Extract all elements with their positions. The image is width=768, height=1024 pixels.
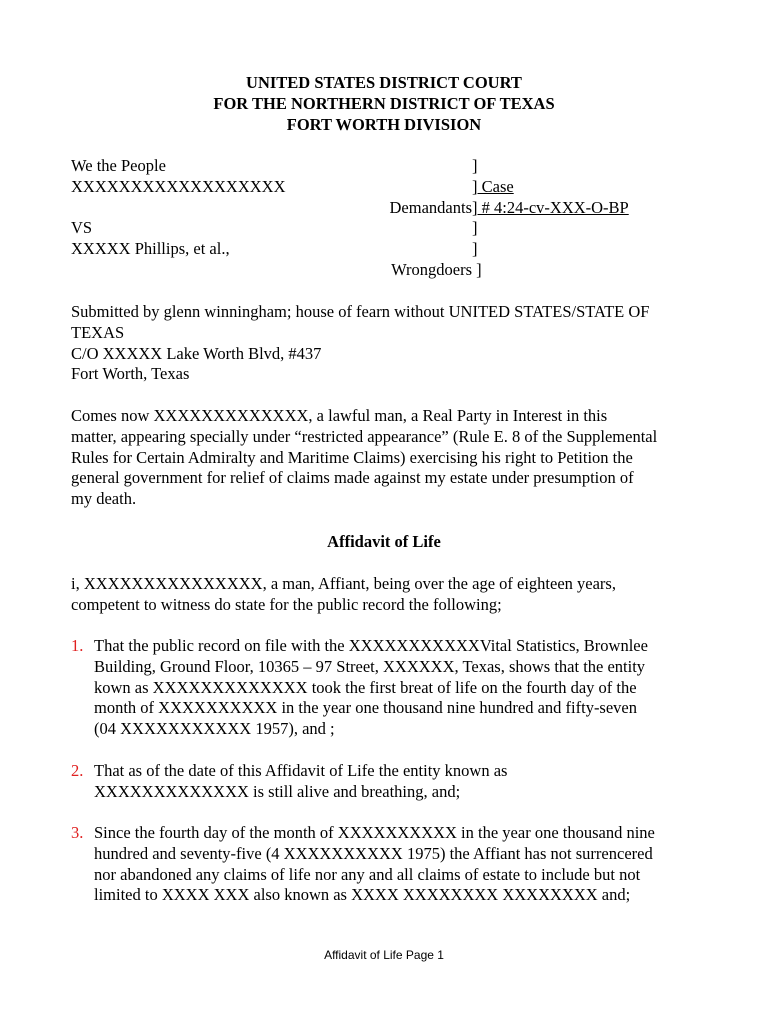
party-demandant-label: We the People — [71, 156, 166, 175]
bracket: ] — [472, 197, 478, 217]
item-line: (04 XXXXXXXXXXX 1957), and ; — [94, 719, 335, 739]
address-line: C/O XXXXX Lake Worth Blvd, #437 — [71, 343, 322, 363]
case-number: # 4:24-cv-XXX-O-BP — [477, 197, 629, 217]
party-demandant-name: XXXXXXXXXXXXXXXXXX — [71, 176, 286, 196]
item-line: Building, Ground Floor, 10365 – 97 Street, XXXXXX, Texas, shows that the entity — [94, 656, 646, 676]
intro-line: Comes now XXXXXXXXXXXXX, a lawful man, a Real Party in Interest in this — [71, 406, 608, 425]
item-line: hundred and seventy-five (4 XXXXXXXXXX 1975) the Affiant has not surrencered — [94, 843, 653, 863]
bracket: ] — [472, 239, 478, 259]
case-caption — [71, 156, 691, 286]
item-line: Since the fourth day of the month of XXXXXXXXXX in the year one thousand nine — [94, 823, 655, 842]
affiant-line: i, XXXXXXXXXXXXXXX, a man, Affiant, being over the age of eighteen years, — [71, 574, 616, 593]
intro-line: Rules for Certain Admiralty and Maritime Claims) exercising his right to Petition the — [71, 447, 633, 467]
bracket: ] — [476, 259, 482, 279]
case-label: Case — [477, 176, 514, 196]
court-name: UNITED STATES DISTRICT COURT — [246, 73, 522, 92]
bracket: ] — [472, 218, 478, 238]
page-footer: Affidavit of Life Page 1 — [324, 948, 444, 962]
caption-roles — [71, 156, 472, 281]
item-number: 3. — [71, 823, 84, 842]
submitted-by-block — [71, 302, 701, 385]
item-number: 1. — [71, 636, 84, 655]
affidavit-title: Affidavit of Life — [327, 532, 441, 551]
wrongdoers-label: Wrongdoers — [391, 259, 472, 279]
submitted-line: TEXAS — [71, 322, 125, 342]
bracket: ] — [472, 156, 478, 175]
submitted-line: Submitted by glenn winningham; house of fearn without UNITED STATES/STATE OF — [71, 302, 650, 321]
caption-brackets — [472, 156, 712, 281]
court-district: FOR THE NORTHERN DISTRICT OF TEXAS — [213, 93, 555, 113]
party-wrongdoer-name: XXXXX Phillips, et al., — [71, 239, 230, 259]
court-heading — [0, 73, 768, 135]
intro-paragraph — [71, 406, 701, 510]
city-line: Fort Worth, Texas — [71, 364, 190, 384]
item-line: nor abandoned any claims of life nor any and all claims of estate to include but not — [94, 864, 641, 884]
item-line: month of XXXXXXXXXX in the year one thousand nine hundred and fifty-seven — [94, 698, 638, 718]
intro-line: general government for relief of claims made against my estate under presumption of — [71, 468, 634, 488]
affiant-paragraph — [71, 574, 701, 616]
demandants-label: Demandants — [389, 197, 472, 217]
item-line: That the public record on file with the XXXXXXXXXXXVital Statistics, Brownlee — [94, 636, 648, 655]
item-line: XXXXXXXXXXXXX is still alive and breathing, and; — [94, 781, 461, 801]
intro-line: matter, appearing specially under “restricted appearance” (Rule E. 8 of the Supplemental — [71, 426, 658, 446]
item-number: 2. — [71, 761, 84, 780]
versus-label: VS — [71, 218, 93, 238]
intro-line: my death. — [71, 489, 137, 509]
bracket: ] — [472, 176, 478, 196]
affiant-line: competent to witness do state for the public record the following; — [71, 594, 502, 614]
court-division: FORT WORTH DIVISION — [286, 114, 482, 134]
item-line: kown as XXXXXXXXXXXXX took the first breat of life on the fourth day of the — [94, 677, 637, 697]
item-line: That as of the date of this Affidavit of Life the entity known as — [94, 761, 508, 780]
item-line: limited to XXXX XXX also known as XXXX XXXXXXXX XXXXXXXX and; — [94, 885, 631, 905]
